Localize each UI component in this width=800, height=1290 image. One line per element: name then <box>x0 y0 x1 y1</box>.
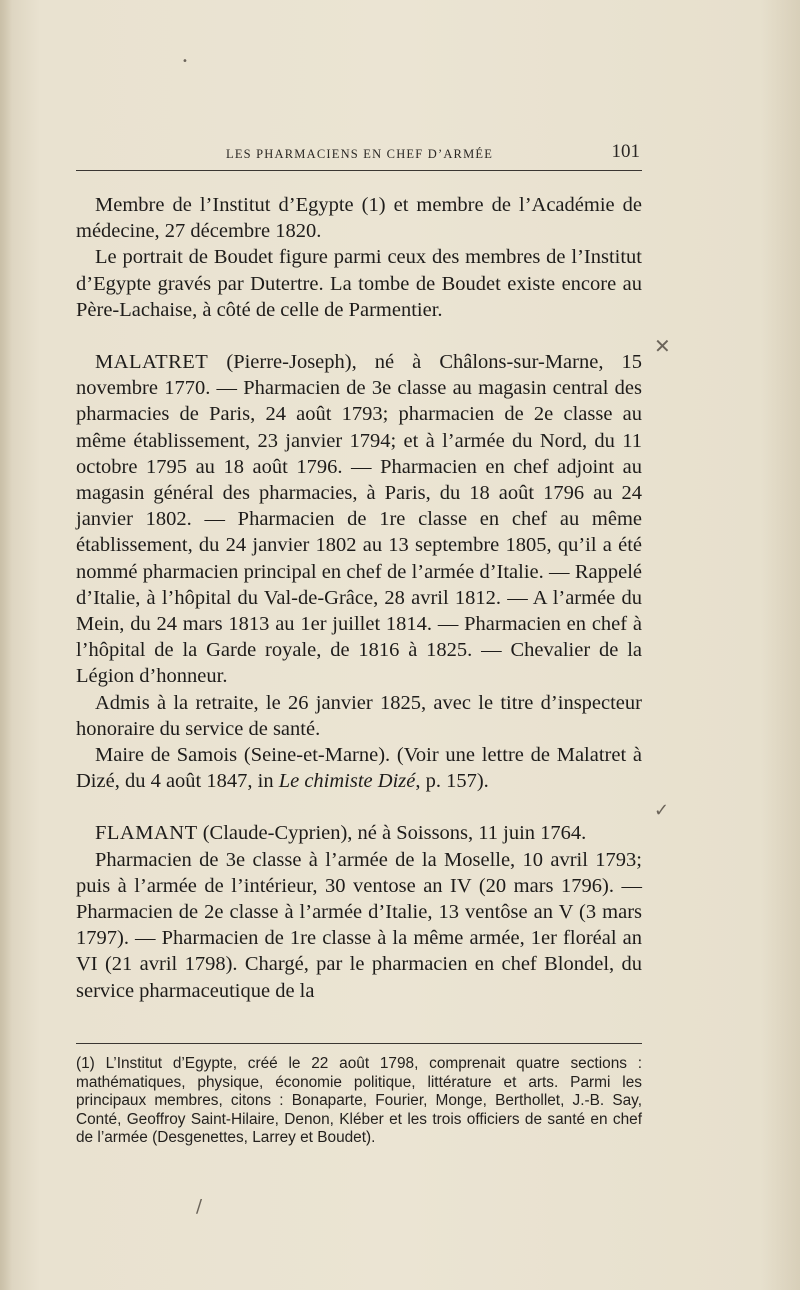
entry-text-malatret: (Pierre-Joseph), né à Châlons-sur-Marne, 15 novembre 1770. — Pharmacien de 3e classe au magasin central des pharmacies de Paris, 24 août 1793; pharmacien de 2e classe au même établissement, 23 janvier 1794; et à l’armée du Nord, du 11 octobre 1795 au 18 août 1796. — Pharmacien en chef adjoint au magasin général des pharmacies, à Paris, du 18 août 1796 au 24 janvier 1802. — Pharmacien de 1re classe en chef au même établissement, du 24 janvier 1802 au 13 septembre 1805, qu’il a été nommé pharmacien principal en chef de l’armée d’Italie. — Rappelé d’Italie, à l’hôpital du Val-de-Grâce, 28 avril 1812. — A l’armée du Mein, du 24 mars 1813 au 1er juillet 1814. — Pharmacien en chef à l’hôpital de la Garde royale, de 1816 à 1825. — Chevalier de la Légion d’honneur. <box>76 351 642 688</box>
page-header <box>76 141 642 165</box>
ink-speck-mark: • <box>182 56 188 67</box>
pencil-check-mark: ✓ <box>654 800 670 821</box>
paragraph-samois <box>76 742 642 794</box>
samois-title-italic: Le chimiste Dizé <box>278 770 416 793</box>
footnote: (1) L’Institut d’Egypte, créé le 22 août 1798, comprenait quatre sections : mathématiques, physique, économie politique, littérature et arts. Parmi les principaux membres, citons : Bonaparte, Fourier, Monge, Berthollet, J.-B. Say, Conté, Geoffroy Saint-Hilaire, Denon, Kléber et les trois officiers de santé en chef de l’armée (Desgenettes, Larrey et Boudet). <box>76 1055 642 1147</box>
paragraph-gap <box>76 794 642 820</box>
pencil-cross-mark: ✕ <box>654 334 671 358</box>
running-head: LES PHARMACIENS EN CHEF D’ARMÉE <box>226 147 494 161</box>
page-number: 101 <box>611 141 640 162</box>
entry-flamant <box>76 820 642 846</box>
paragraph-retraite: Admis à la retraite, le 26 janvier 1825, avec le titre d’inspecteur honoraire du service de santé. <box>76 691 642 740</box>
paragraph-institut: Membre de l’Institut d’Egypte (1) et membre de l’Académie de médecine, 27 décembre 1820. <box>76 194 642 243</box>
header-rule <box>76 170 642 171</box>
samois-text-end: , p. 157). <box>415 770 489 793</box>
paragraph-gap <box>76 323 642 349</box>
samois-text: Maire de Samois (Seine-et-Marne). (Voir une lettre de Malatret à Dizé, du 4 août 1847, in <box>76 744 642 793</box>
paragraph-portrait: Le portrait de Boudet figure parmi ceux des membres de l’Institut d’Egypte gravés par Dutertre. La tombe de Boudet existe encore au Père-Lachaise, à côté de celle de Parmentier. <box>76 246 642 321</box>
entry-text-flamant: (Claude-Cyprien), né à Soissons, 11 juin 1764. <box>197 822 587 845</box>
entry-name-malatret: MALATRET <box>95 351 209 374</box>
entry-name-flamant: FLAMANT <box>95 822 198 845</box>
body-text <box>76 192 642 1004</box>
page-edge-shadow <box>0 0 12 1290</box>
footnote-rule <box>76 1043 642 1044</box>
paragraph-flamant-career: Pharmacien de 3e classe à l’armée de la Moselle, 10 avril 1793; puis à l’armée de l’intérieur, 30 ventose an IV (20 mars 1796). — Pharmacien de 2e classe à l’armée d’Italie, 13 ventôse an V (3 mars 1797). — Pharmacien de 1re classe à la même armée, 1er floréal an VI (21 avril 1798). Chargé, par le pharmacien en chef Blondel, du service pharmaceutique de la <box>76 848 642 1002</box>
entry-malatret <box>76 349 642 690</box>
pencil-stroke-mark: / <box>196 1196 203 1217</box>
